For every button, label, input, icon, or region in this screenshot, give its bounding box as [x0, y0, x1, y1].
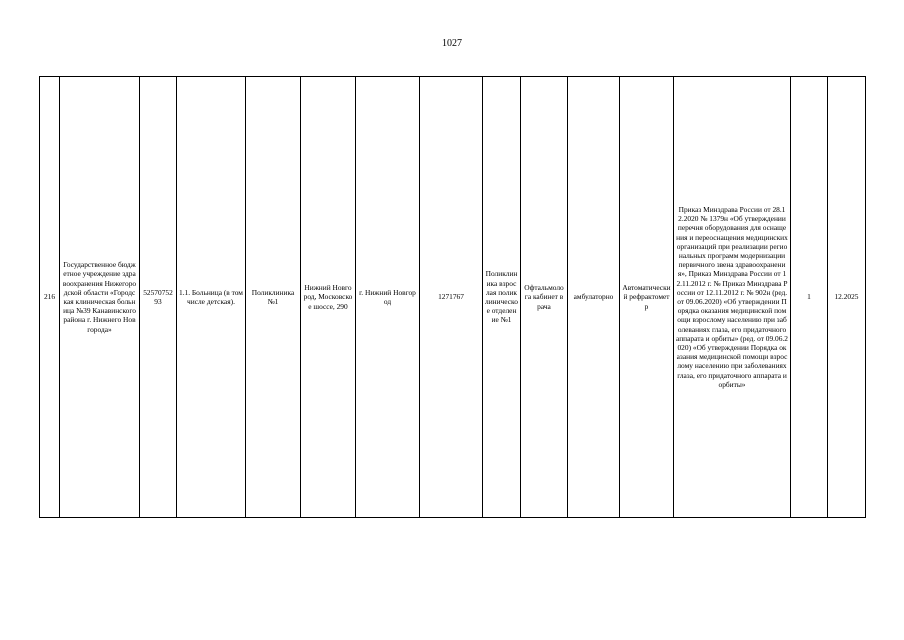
department-cell: Поликлиника взрослая поликлиническое отделение №1 [483, 77, 521, 518]
cabinet-cell: Офтальмолога кабинет врача [521, 77, 568, 518]
equipment-cell: Автоматический рефрактометр [620, 77, 674, 518]
number-cell: 1271767 [420, 77, 483, 518]
date-cell: 12.2025 [828, 77, 866, 518]
row-index-cell: 216 [40, 77, 60, 518]
organization-cell: Государственное бюджетное учреждение здравоохранения Нижегородской области «Городская клиническая больница №39 Канавинского района г. Нижнего Новгорода» [60, 77, 140, 518]
care-type-cell: амбулаторно [568, 77, 620, 518]
facility-name-cell: Поликлиника №1 [246, 77, 301, 518]
facility-type-cell: 1.1. Больница (в том числе детская). [177, 77, 246, 518]
equipment-registry-table [39, 76, 866, 518]
address-cell: Нижний Новгород, Московское шоссе, 290 [301, 77, 356, 518]
quantity-cell: 1 [791, 77, 828, 518]
table-row [40, 77, 866, 518]
code-cell: 5257075293 [140, 77, 177, 518]
page-number: 1027 [442, 38, 462, 49]
legal-basis-cell: Приказ Минздрава России от 28.12.2020 № 1379н «Об утверждении перечня оборудования для оснащения и переоснащения медицинских организаций при реализации региональных программ модернизации первичного звена здравоохранения», Приказ Минздрава России от 12.11.2012 г. № Приказ Минздрава России от 12.11.2012 г. № 902н (ред. от 09.06.2020) «Об утверждении Порядка оказания медицинской помощи взрослому населению при заболеваниях глаза, его придаточного аппарата и орбиты» (ред. от 09.06.2020) «Об утверждении Порядка оказания медицинской помощи взрослому населению при заболеваниях глаза, его придаточного аппарата и орбиты» [674, 77, 791, 518]
city-cell: г. Нижний Новгород [356, 77, 420, 518]
